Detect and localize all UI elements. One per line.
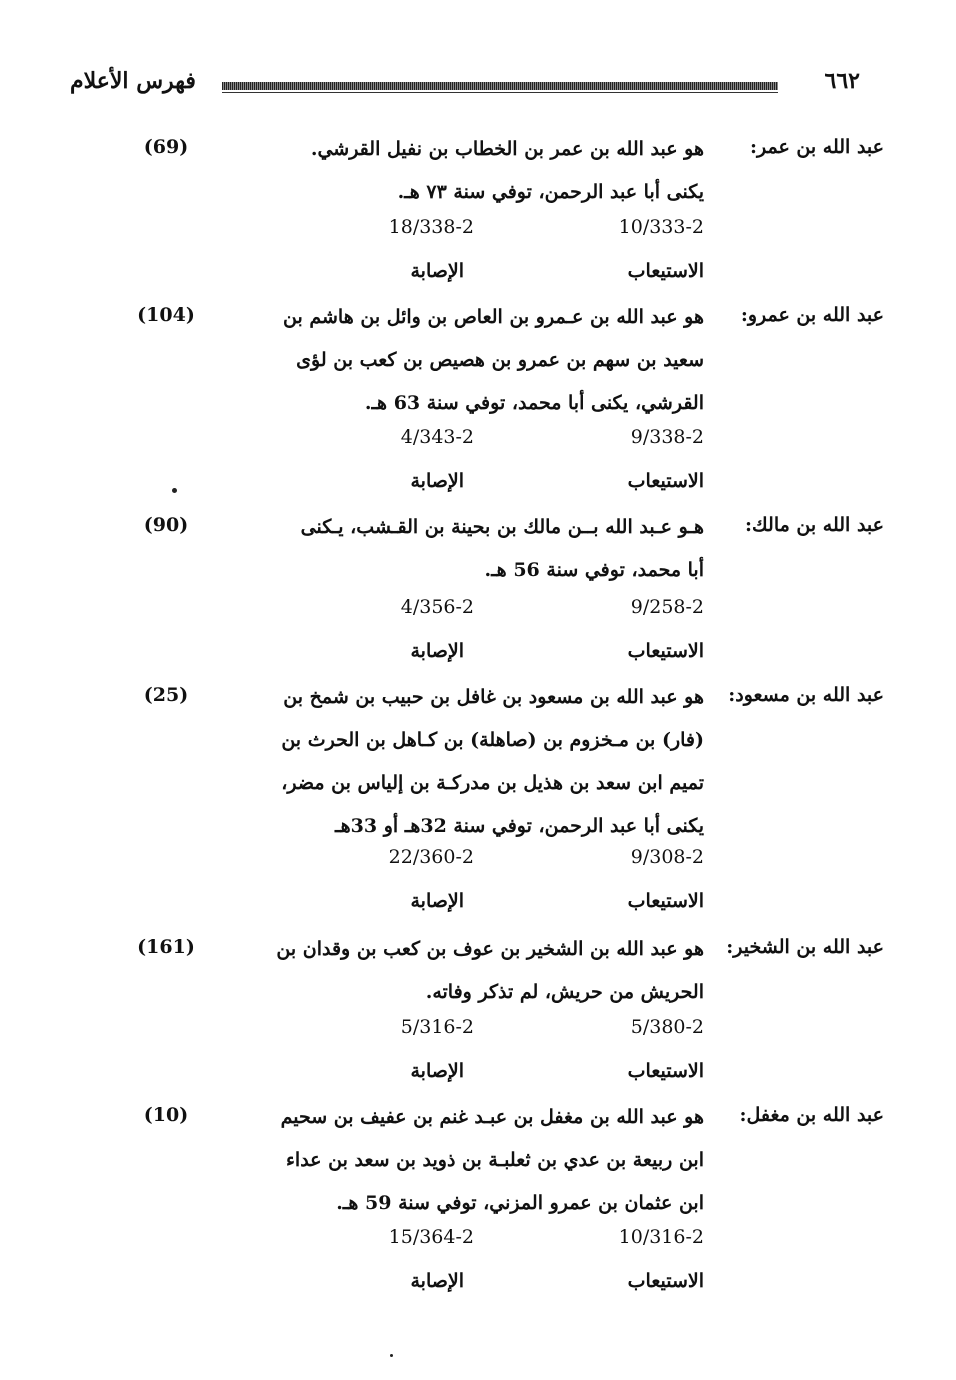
page-title: فهرس الأعلام — [70, 68, 196, 94]
entry-line: هـو عـبد الله بــن مالك بن بحينة بن القـشب، يـكنى — [300, 516, 704, 538]
entry-references — [244, 1016, 704, 1060]
entry-number: (69) — [143, 136, 189, 158]
reference-isaba: 4/356-2 — [400, 596, 474, 618]
entry-name: عبد الله بن مالك: — [745, 514, 884, 536]
entry-references — [244, 426, 704, 470]
entry-sources — [244, 260, 704, 290]
reference-isaba: 15/364-2 — [388, 1226, 474, 1248]
entry-text — [244, 928, 704, 1014]
reference-istiab: 9/338-2 — [630, 426, 704, 448]
entry-text — [244, 676, 704, 848]
entry-number: (161) — [137, 936, 195, 958]
entry-line: القرشي، يكنى أبا محمد، توفي سنة 63 هـ. — [364, 392, 704, 414]
scan-speck — [172, 488, 177, 493]
entry-line: يكنى أبا عبد الرحمن، توفي سنة 32هـ أو 33هـ — [335, 815, 704, 837]
entry-name: عبد الله بن عمرو: — [740, 304, 884, 326]
entry-number: (10) — [143, 1104, 189, 1126]
entry-name: عبد الله بن عمر: — [749, 136, 884, 158]
reference-isaba: 5/316-2 — [400, 1016, 474, 1038]
scan-speck — [390, 1354, 393, 1357]
entry-sources — [244, 470, 704, 500]
entry-references — [244, 216, 704, 260]
entry-name: عبد الله بن مسعود: — [728, 684, 884, 706]
entry-line: ابن عثمان بن عمرو المزني، توفي سنة 59 هـ. — [336, 1192, 704, 1214]
entry-text — [244, 128, 704, 214]
entry-line: هو عبد الله بن عـمرو بن العاص بن وائل بن هاشم بن — [283, 306, 704, 328]
entry-line: تميم ابن سعد بن هذيل بن مدركـة بن إلياس بن مضر، — [281, 772, 704, 794]
header-rule — [222, 82, 778, 90]
source-isaba: الإصابة — [410, 1270, 464, 1292]
entry-name: عبد الله بن الشخير: — [726, 936, 884, 958]
entry-number: (25) — [143, 684, 189, 706]
entry-text — [244, 1096, 704, 1225]
source-isaba: الإصابة — [410, 1060, 464, 1082]
entry-line: هو عبد الله بن الشخير بن عوف بن كعب بن وقدان بن — [276, 938, 704, 960]
reference-istiab: 10/333-2 — [618, 216, 704, 238]
entry-line: هو عبد الله بن مسعود بن غافل بن حبيب بن شمخ بن — [283, 686, 704, 708]
source-istiab: الاستيعاب — [627, 260, 704, 282]
source-istiab: الاستيعاب — [627, 640, 704, 662]
entry-sources — [244, 640, 704, 670]
reference-istiab: 5/380-2 — [630, 1016, 704, 1038]
entry-references — [244, 596, 704, 640]
entry-line: الحريش من حريش، لم تذكر وفاته. — [425, 981, 704, 1003]
entry-number: (90) — [143, 514, 189, 536]
entry-text — [244, 506, 704, 592]
entry-line: هو عبد الله بن مغفل بن عبـد غنم بن عفيف بن سحيم — [280, 1106, 704, 1128]
entry-line: أبا محمد، توفي سنة 56 هـ. — [484, 559, 704, 581]
source-istiab: الاستيعاب — [627, 1060, 704, 1082]
page-number: ٦٦٢ — [824, 68, 860, 94]
page-header — [70, 68, 860, 104]
entry-name: عبد الله بن مغفل: — [739, 1104, 884, 1126]
reference-istiab: 9/308-2 — [630, 846, 704, 868]
reference-isaba: 18/338-2 — [388, 216, 474, 238]
entry-sources — [244, 1060, 704, 1090]
entry-line: ابن ربيعة بن عدي بن ثعلبـة بن ذويد بن سعد بن عداء — [286, 1149, 704, 1171]
entry-sources — [244, 1270, 704, 1300]
source-isaba: الإصابة — [410, 260, 464, 282]
entry-references — [244, 846, 704, 890]
source-isaba: الإصابة — [410, 890, 464, 912]
source-isaba: الإصابة — [410, 470, 464, 492]
source-istiab: الاستيعاب — [627, 890, 704, 912]
entry-number: (104) — [137, 304, 195, 326]
source-istiab: الاستيعاب — [627, 470, 704, 492]
entry-line: هو عبد الله بن عمر بن الخطاب بن نفيل القرشي. — [310, 138, 704, 160]
entry-sources — [244, 890, 704, 920]
reference-isaba: 22/360-2 — [388, 846, 474, 868]
reference-istiab: 9/258-2 — [630, 596, 704, 618]
entry-references — [244, 1226, 704, 1270]
entry-line: سعيد بن سهم بن عمرو بن هصيص بن كعب بن لؤى — [296, 349, 704, 371]
source-isaba: الإصابة — [410, 640, 464, 662]
source-istiab: الاستيعاب — [627, 1270, 704, 1292]
reference-isaba: 4/343-2 — [400, 426, 474, 448]
entry-line: يكنى أبا عبد الرحمن، توفي سنة ٧٣ هـ. — [397, 181, 704, 203]
entry-text — [244, 296, 704, 425]
entry-line: (فار) بن مـخزوم بن (صاهلة) بن كـاهل بن الحرث بن — [281, 729, 704, 751]
reference-istiab: 10/316-2 — [618, 1226, 704, 1248]
